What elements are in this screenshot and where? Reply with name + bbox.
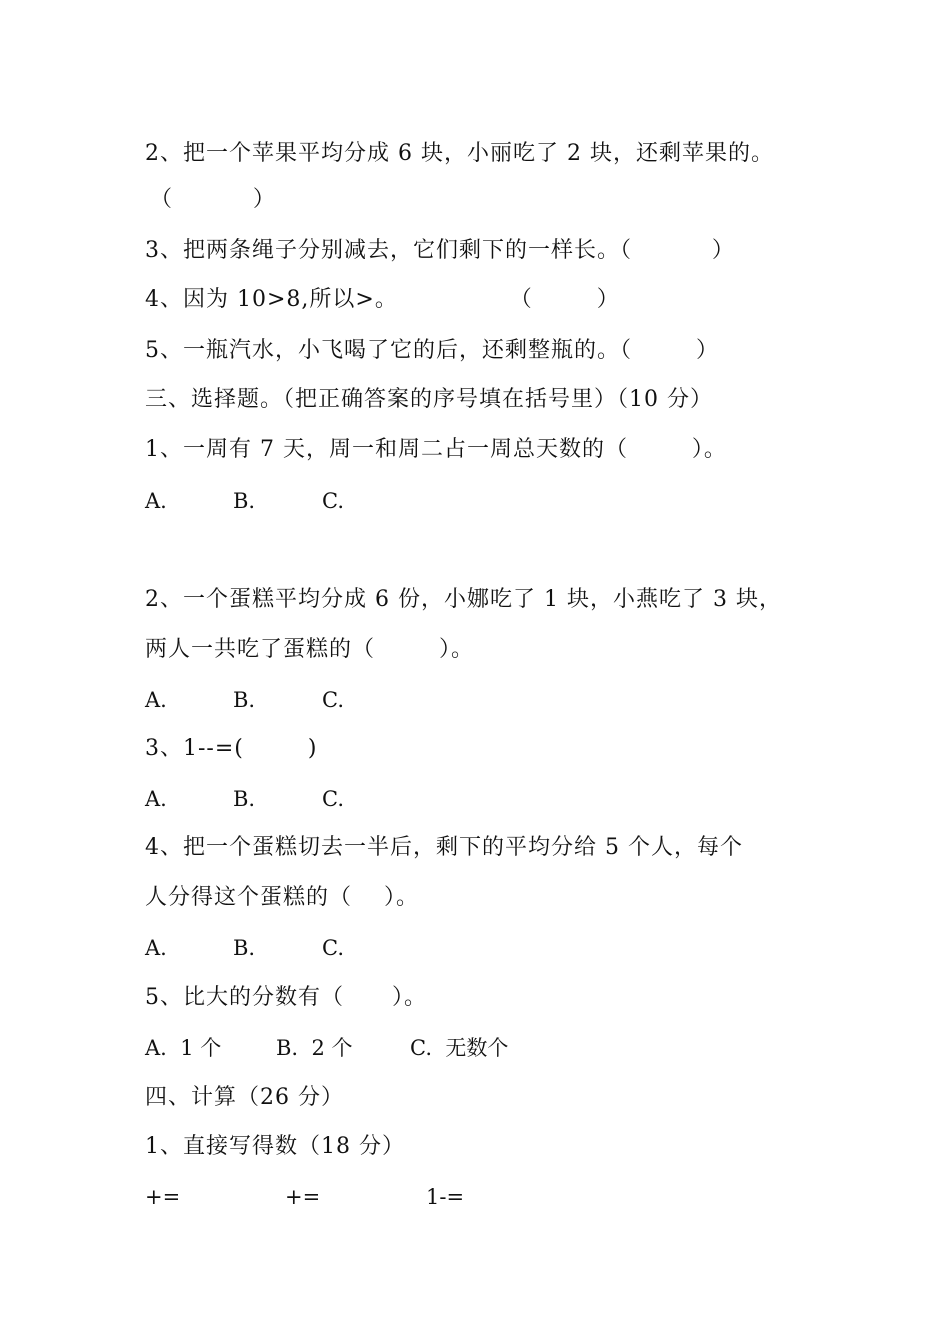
choice-3-option-c: C.: [322, 787, 344, 811]
choice-4-option-b: B.: [233, 936, 256, 960]
section-4-subheading-1: 1、直接写得数（18 分）: [145, 1134, 405, 1159]
question-3: 3、把两条绳子分别减去，它们剩下的一样长。（ ）: [145, 238, 735, 263]
choice-5-option-c: C. 无数个: [410, 1036, 509, 1060]
choice-5-option-a: A. 1 个: [145, 1036, 222, 1060]
choice-1-option-c: C.: [322, 489, 344, 513]
calc-item-2: +=: [285, 1185, 321, 1209]
choice-question-4-line-2: 人分得这个蛋糕的（ ）。: [145, 885, 419, 910]
choice-question-3: 3、1--=( ): [145, 736, 318, 761]
choice-question-2-line-1: 2、一个蛋糕平均分成 6 份，小娜吃了 1 块，小燕吃了 3 块，: [145, 587, 782, 612]
choice-2-option-c: C.: [322, 688, 344, 712]
question-2-answer-bracket: （ ）: [150, 187, 276, 212]
choice-1-option-b: B.: [233, 489, 256, 513]
choice-question-2-line-2: 两人一共吃了蛋糕的（ ）。: [145, 637, 474, 662]
question-2-line-1: 2、把一个苹果平均分成 6 块，小丽吃了 2 块，还剩苹果的。: [145, 141, 774, 166]
choice-question-5: 5、比大的分数有（ ）。: [145, 985, 427, 1010]
question-4: 4、因为 10>8,所以>。 （ ）: [145, 287, 620, 312]
choice-question-1: 1、一周有 7 天，周一和周二占一周总天数的（ ）。: [145, 437, 727, 462]
calc-item-1: +=: [145, 1185, 181, 1209]
choice-2-option-a: A.: [145, 688, 167, 712]
choice-4-option-c: C.: [322, 936, 344, 960]
choice-3-option-a: A.: [145, 787, 167, 811]
section-3-heading: 三、选择题。（把正确答案的序号填在括号里）（10 分）: [145, 387, 713, 412]
section-4-heading: 四、计算（26 分）: [145, 1085, 344, 1110]
choice-2-option-b: B.: [233, 688, 256, 712]
question-5: 5、一瓶汽水，小飞喝了它的后，还剩整瓶的。（ ）: [145, 338, 719, 363]
choice-4-option-a: A.: [145, 936, 167, 960]
calc-item-3: 1-=: [426, 1185, 465, 1209]
choice-5-option-b: B. 2 个: [276, 1036, 353, 1060]
choice-1-option-a: A.: [145, 489, 167, 513]
choice-3-option-b: B.: [233, 787, 256, 811]
choice-question-4-line-1: 4、把一个蛋糕切去一半后，剩下的平均分给 5 个人，每个: [145, 835, 743, 860]
